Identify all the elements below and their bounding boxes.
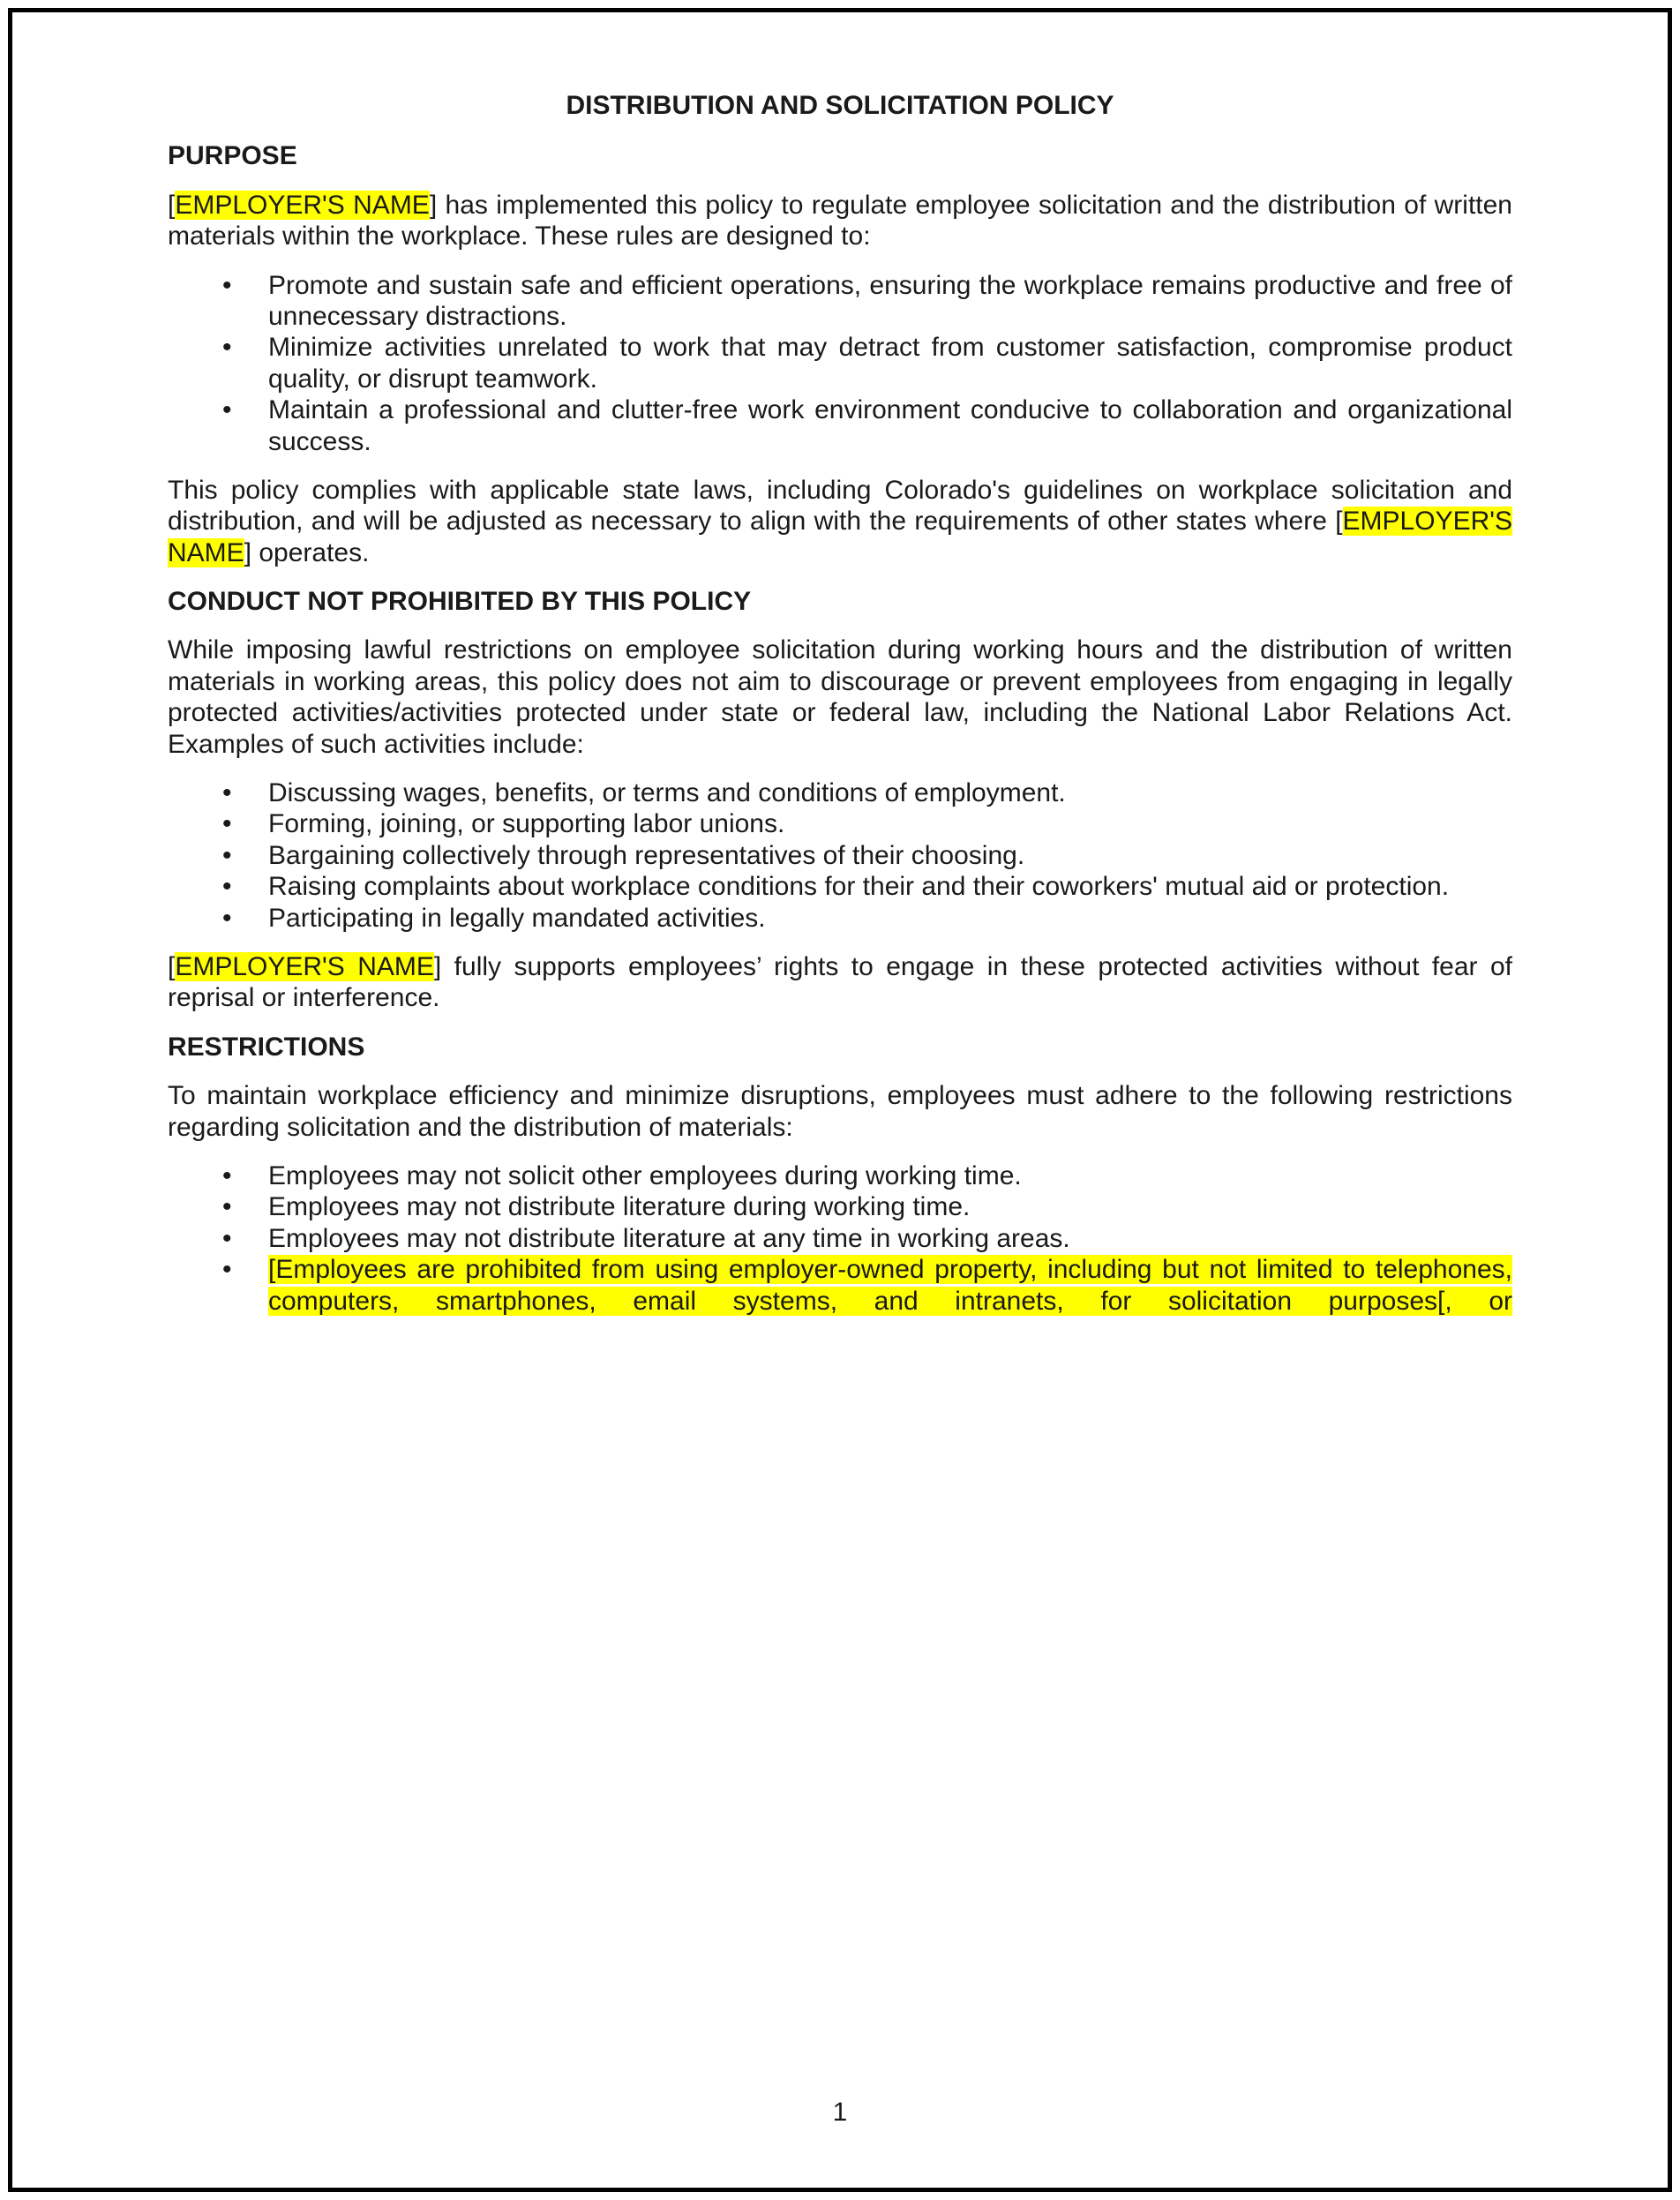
bullet-item — [168, 840, 1512, 871]
bullet-item — [168, 1160, 1512, 1191]
bullet-item — [168, 394, 1512, 457]
bullet-icon: • — [222, 270, 232, 300]
highlighted-employer-name: EMPLOYER'S NAME — [168, 507, 1512, 567]
paragraph-segment: [ — [168, 190, 176, 220]
bullet-item — [168, 332, 1512, 394]
bullet-icon: • — [222, 1192, 232, 1222]
section-restrictions — [168, 1032, 1512, 1317]
bullet-item — [168, 808, 1512, 839]
bullet-icon: • — [222, 1160, 232, 1190]
paragraph-segment: ] fully supports employees’ rights to engage in these protected activities without fear of reprisal or interference. — [168, 951, 1512, 1013]
bullet-text: Minimize activities unrelated to work that may detract from customer satisfaction, compromise product quality, or disrupt teamwork. — [268, 333, 1512, 394]
bullet-item — [168, 1223, 1512, 1254]
section-conduct-not-prohibited — [168, 586, 1512, 1014]
restrictions-heading: RESTRICTIONS — [168, 1032, 365, 1062]
bullet-text: Promote and sustain safe and efficient operations, ensuring the workplace remains productive and free of unnecessary distractions. — [268, 270, 1512, 331]
bullet-text: Discussing wages, benefits, or terms and conditions of employment. — [268, 778, 1066, 808]
bullet-text: Participating in legally mandated activities. — [268, 903, 766, 933]
bullet-item — [168, 871, 1512, 902]
bullet-icon: • — [222, 872, 232, 902]
bullet-text: Employees may not distribute literature at any time in working areas. — [268, 1223, 1070, 1253]
highlighted-bullet-text: [Employees are prohibited from using employer-owned property, including but not limited to telephones, computers, smartphones, email systems, and intranets, for solicitation purposes[, or — [268, 1255, 1512, 1316]
bullet-icon: • — [222, 1223, 232, 1253]
paragraph-segment: [ — [168, 951, 176, 981]
bullet-item-highlighted — [168, 1254, 1512, 1317]
bullet-icon: • — [222, 840, 232, 870]
purpose-bullet-list — [168, 270, 1512, 457]
conduct-heading: CONDUCT NOT PROHIBITED BY THIS POLICY — [168, 587, 752, 617]
bullet-icon: • — [222, 333, 232, 363]
bullet-icon: • — [222, 395, 232, 425]
paragraph-segment: This policy complies with applicable state laws, including Colorado's guidelines on workplace solicitation and distribution, and will be adjusted as necessary to align with the requirements of other states where [ — [168, 475, 1512, 537]
paragraph-segment: ] has implemented this policy to regulate employee solicitation and the distribution of written materials within the workplace. These rules are designed to: — [168, 190, 1512, 252]
bullet-icon: • — [222, 809, 232, 839]
purpose-closing-paragraph — [168, 475, 1512, 568]
bullet-icon: • — [222, 903, 232, 933]
bullet-item — [168, 1191, 1512, 1222]
bullet-icon: • — [222, 778, 232, 808]
conduct-bullet-list — [168, 777, 1512, 934]
bullet-icon: • — [222, 1255, 232, 1285]
bullet-text: Raising complaints about workplace conditions for their and their coworkers' mutual aid or protection. — [268, 872, 1450, 902]
conduct-closing-paragraph — [168, 951, 1512, 1014]
highlighted-employer-name: EMPLOYER'S NAME — [175, 951, 434, 981]
highlighted-employer-name: EMPLOYER'S NAME — [175, 190, 430, 220]
bullet-text: Employees may not solicit other employees during working time. — [268, 1160, 1022, 1190]
bullet-item — [168, 903, 1512, 934]
purpose-intro-paragraph — [168, 190, 1512, 252]
bullet-text: Employees may not distribute literature during working time. — [268, 1192, 971, 1222]
page-number: 1 — [832, 2098, 848, 2127]
section-purpose — [168, 140, 1512, 568]
conduct-intro-paragraph: While imposing lawful restrictions on employee solicitation during working hours and the distribution of written materials in working areas, this policy does not aim to discourage or prevent employees from engaging in legally protected activities/activities protected under state or federal law, including the National Labor Relations Act. Examples of such activities include: — [168, 635, 1512, 759]
paragraph-segment: ] operates. — [244, 537, 370, 567]
purpose-heading: PURPOSE — [168, 141, 297, 171]
bullet-text: Bargaining collectively through representatives of their choosing. — [268, 840, 1025, 870]
bullet-text: Maintain a professional and clutter-free work environment conducive to collaboration and organizational success. — [268, 395, 1512, 456]
document-title: DISTRIBUTION AND SOLICITATION POLICY — [566, 91, 1114, 120]
bullet-item — [168, 270, 1512, 333]
bullet-text: Forming, joining, or supporting labor unions. — [268, 809, 785, 839]
restrictions-bullet-list — [168, 1160, 1512, 1317]
document-content — [12, 12, 1668, 2188]
restrictions-intro-paragraph: To maintain workplace efficiency and minimize disruptions, employees must adhere to the following restrictions regarding solicitation and the distribution of materials: — [168, 1081, 1512, 1142]
bullet-item — [168, 777, 1512, 808]
